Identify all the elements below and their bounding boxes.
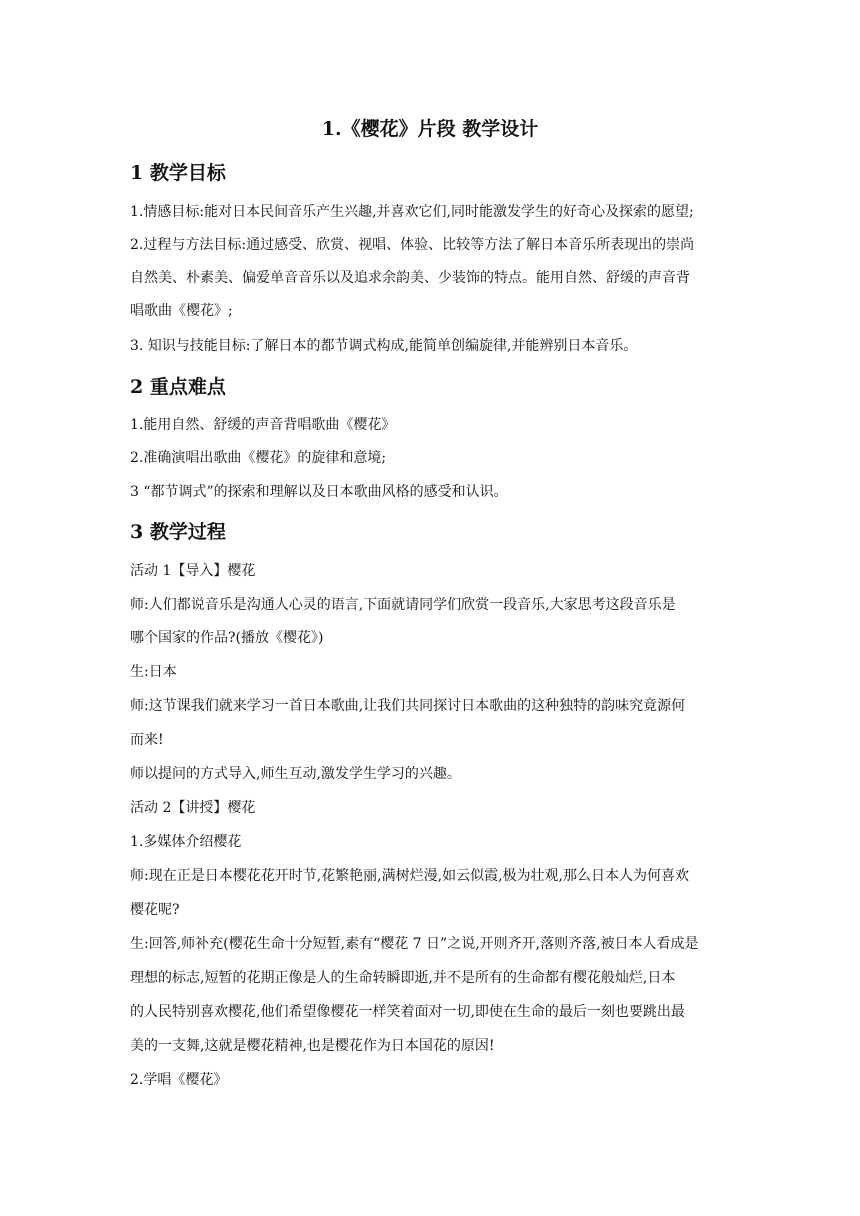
paragraph-line: 3 “都节调式”的探索和理解以及日本歌曲风格的感受和认识。: [130, 484, 508, 500]
paragraph-line: 生:日本: [130, 664, 177, 680]
paragraph-line: 自然美、朴素美、偏爱单音音乐以及追求余韵美、少装饰的特点。能用自然、舒缓的声音背: [130, 270, 690, 286]
paragraph-line: 活动 2【讲授】樱花: [130, 800, 256, 816]
paragraph-line: 2.准确演唱出歌曲《樱花》的旋律和意境;: [130, 450, 387, 466]
paragraph-line: 师以提问的方式导入,师生互动,激发学生学习的兴趣。: [130, 766, 461, 782]
section-heading-process: 3 教学过程: [130, 521, 226, 543]
paragraph-line: 3. 知识与技能目标:了解日本的都节调式构成,能简单创编旋律,并能辨别日本音乐。: [130, 338, 638, 354]
paragraph-line: 1.情感目标:能对日本民间音乐产生兴趣,并喜欢它们,同时能激发学生的好奇心及探索的愿望;: [130, 204, 694, 220]
paragraph-line: 哪个国家的作品?(播放《樱花》): [130, 630, 324, 646]
paragraph-line: 活动 1【导入】樱花: [130, 563, 256, 579]
paragraph-line: 1.能用自然、舒缓的声音背唱歌曲《樱花》: [130, 417, 396, 433]
paragraph-line: 唱歌曲《樱花》;: [130, 303, 233, 319]
section-heading-key-points: 2 重点难点: [130, 376, 226, 398]
paragraph-line: 生:回答,师补充(樱花生命十分短暂,素有“樱花 7 日”之说,开则齐开,落则齐落,被日本人看成是: [130, 936, 699, 952]
document-title: 1.《樱花》片段 教学设计: [321, 118, 539, 140]
paragraph-line: 1.多媒体介绍樱花: [130, 834, 242, 850]
paragraph-line: 2.过程与方法目标:通过感受、欣赏、视唱、体验、比较等方法了解日本音乐所表现出的崇尚: [130, 237, 695, 253]
paragraph-line: 的人民特别喜欢樱花,他们希望像樱花一样笑着面对一切,即使在生命的最后一刻也要跳出最: [130, 1004, 685, 1020]
section-heading-objectives: 1 教学目标: [130, 162, 226, 184]
paragraph-line: 师:现在正是日本樱花花开时节,花繁艳丽,满树烂漫,如云似霞,极为壮观,那么日本人为何喜欢: [130, 868, 689, 884]
paragraph-line: 樱花呢?: [130, 902, 180, 918]
paragraph-line: 理想的标志,短暂的花期正像是人的生命转瞬即逝,并不是所有的生命都有樱花般灿烂,日本: [130, 970, 676, 986]
paragraph-line: 而来!: [130, 732, 164, 748]
paragraph-line: 美的一支舞,这就是樱花精神,也是樱花作为日本国花的原因!: [130, 1038, 495, 1054]
paragraph-line: 师:人们都说音乐是沟通人心灵的语言,下面就请同学们欣赏一段音乐,大家思考这段音乐是: [130, 597, 676, 613]
paragraph-line: 2.学唱《樱花》: [130, 1072, 228, 1088]
paragraph-line: 师:这节课我们就来学习一首日本歌曲,让我们共同探讨日本歌曲的这种独特的韵味究竟源何: [130, 698, 686, 714]
